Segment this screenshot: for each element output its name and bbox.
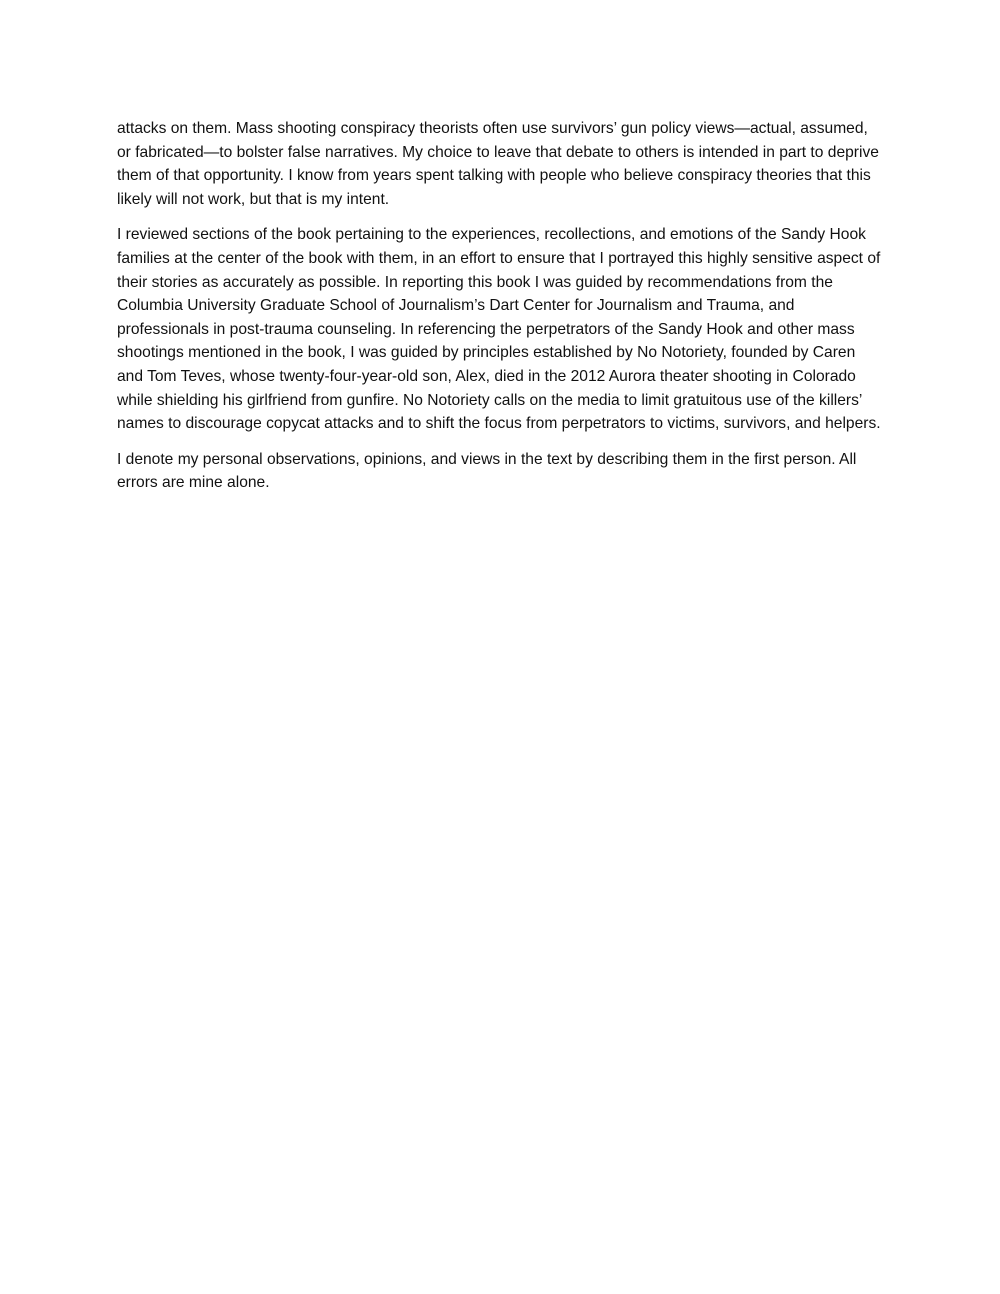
paragraph-gun-policy: attacks on them. Mass shooting conspiracy theorists often use survivors’ gun policy views—actual, assumed, or fabricated—to bolster false narratives. My choice to leave that debate to others is intended in part to deprive them of that opportunity. I know from years spent talking with people who believe conspiracy theories that this likely will not work, but that is my intent.	[117, 120, 879, 208]
body-text	[117, 117, 883, 507]
paragraph-review-process: I reviewed sections of the book pertaining to the experiences, recollections, and emotions of the Sandy Hook families at the center of the book with them, in an effort to ensure that I portrayed this highly sensitive aspect of their stories as accurately as possible. In reporting this book I was guided by recommendations from the Columbia University Graduate School of Journalism’s Dart Center for Journalism and Trauma, and professionals in post-trauma counseling. In referencing the perpetrators of the Sandy Hook and other mass shootings mentioned in the book, I was guided by principles established by No Notoriety, founded by Caren and Tom Teves, whose twenty-four-year-old son, Alex, died in the 2012 Aurora theater shooting in Colorado while shielding his girlfriend from gunfire. No Notoriety calls on the media to limit gratuitous use of the killers’ names to discourage copycat attacks and to shift the focus from perpetrators to victims, survivors, and helpers.	[117, 226, 881, 433]
paragraph-personal-views: I denote my personal observations, opinions, and views in the text by describing them in the first person. All errors are mine alone.	[117, 450, 857, 492]
